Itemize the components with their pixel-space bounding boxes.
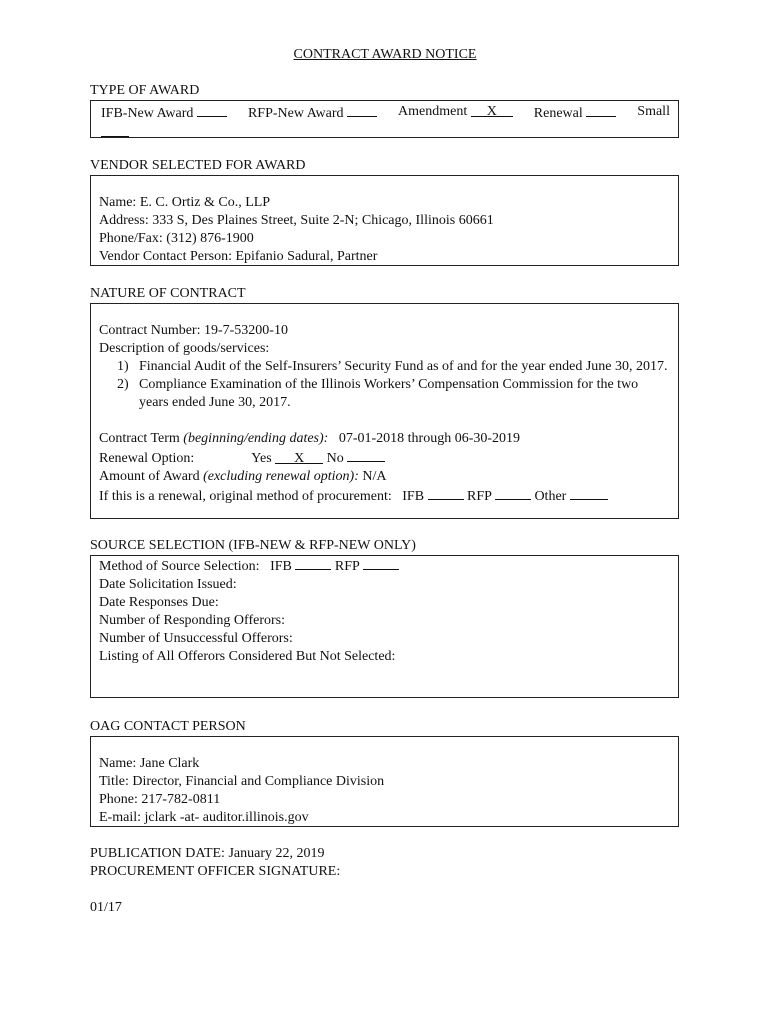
- contract-term: Contract Term (beginning/ending dates): 07-01-2018 through 06-30-2019: [99, 431, 521, 446]
- original-rfp-blank[interactable]: [495, 486, 531, 500]
- award-option-renewal[interactable]: Renewal: [534, 103, 616, 123]
- form-code: 01/17: [90, 900, 122, 915]
- number-responding: Number of Responding Offerors:: [99, 613, 285, 628]
- amount-value: N/A: [362, 469, 387, 484]
- nature-label: NATURE OF CONTRACT: [90, 286, 246, 301]
- award-option-small-mark: [101, 123, 129, 137]
- list-item: 2) Compliance Examination of the Illinois Workers’ Compensation Commission for the two years ended June 30, 2017.: [117, 377, 639, 410]
- award-option-rfp[interactable]: RFP-New Award: [248, 103, 377, 123]
- original-method: If this is a renewal, original method of procurement: IFB RFP Other: [91, 486, 678, 506]
- original-other-blank[interactable]: [570, 486, 608, 500]
- renewal-option: Renewal Option: Yes X No: [91, 448, 678, 468]
- page-title: CONTRACT AWARD NOTICE: [293, 47, 477, 62]
- award-option-small[interactable]: Small: [637, 104, 670, 119]
- vendor-phone: Phone/Fax: (312) 876-1900: [99, 231, 254, 246]
- award-option-ifb-mark: [197, 103, 227, 117]
- oag-contact-box: [90, 736, 679, 827]
- type-of-award-box: [90, 100, 679, 138]
- award-option-amendment[interactable]: Amendment X: [398, 103, 513, 123]
- description-label: Description of goods/services:: [99, 341, 270, 356]
- contract-number: Contract Number: 19-7-53200-10: [99, 323, 288, 338]
- oag-contact-label: OAG CONTACT PERSON: [90, 719, 246, 734]
- source-selection-label: SOURCE SELECTION (IFB-NEW & RFP-NEW ONLY): [90, 538, 416, 553]
- award-option-amendment-mark: X: [471, 103, 513, 117]
- publication-date: PUBLICATION DATE: January 22, 2019: [90, 846, 325, 861]
- nature-box: [90, 303, 679, 519]
- number-unsuccessful: Number of Unsuccessful Offerors:: [99, 631, 293, 646]
- vendor-box: [90, 175, 679, 266]
- list-item: 1) Financial Audit of the Self-Insurers’ Security Fund as of and for the year ended June 30, 2017.: [117, 359, 668, 374]
- vendor-name: Name: E. C. Ortiz & Co., LLP: [99, 195, 271, 210]
- source-ifb-blank[interactable]: [295, 556, 331, 570]
- source-rfp-blank[interactable]: [363, 556, 399, 570]
- renewal-yes-mark[interactable]: X: [275, 450, 323, 464]
- award-option-ifb[interactable]: IFB-New Award: [101, 103, 227, 123]
- oag-name: Name: Jane Clark: [99, 756, 200, 771]
- original-ifb-blank[interactable]: [428, 486, 464, 500]
- oag-email: E-mail: jclark -at- auditor.illinois.gov: [99, 810, 309, 825]
- procurement-signature: PROCUREMENT OFFICER SIGNATURE:: [90, 864, 341, 879]
- method-of-source: Method of Source Selection: IFB RFP: [91, 556, 678, 576]
- type-of-award-label: TYPE OF AWARD: [90, 83, 200, 98]
- vendor-address: Address: 333 S, Des Plaines Street, Suite 2-N; Chicago, Illinois 60661: [99, 213, 494, 228]
- oag-phone: Phone: 217-782-0811: [99, 792, 221, 807]
- award-option-renewal-mark: [586, 103, 616, 117]
- contract-term-value: 07-01-2018 through 06-30-2019: [338, 431, 521, 446]
- date-solicitation-issued: Date Solicitation Issued:: [99, 577, 237, 592]
- vendor-label: VENDOR SELECTED FOR AWARD: [90, 158, 306, 173]
- renewal-no-blank[interactable]: [347, 448, 385, 462]
- listing-not-selected: Listing of All Offerors Considered But Not Selected:: [99, 649, 396, 664]
- oag-title: Title: Director, Financial and Compliance Division: [99, 774, 385, 789]
- vendor-contact: Vendor Contact Person: Epifanio Sadural, Partner: [99, 249, 378, 264]
- amount-of-award: Amount of Award (excluding renewal option): N/A: [99, 469, 387, 484]
- source-selection-box: [90, 555, 679, 698]
- award-option-rfp-mark: [347, 103, 377, 117]
- date-responses-due: Date Responses Due:: [99, 595, 219, 610]
